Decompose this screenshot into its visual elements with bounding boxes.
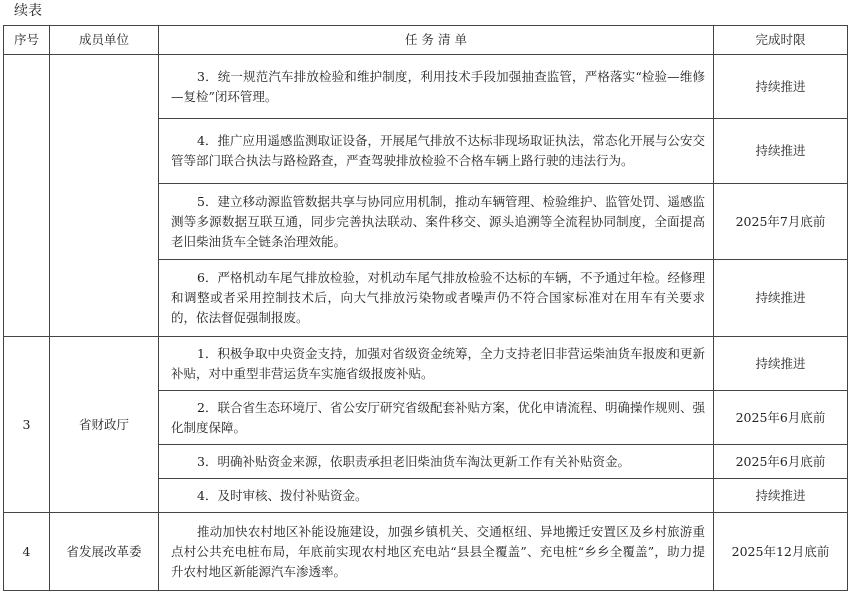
task-cell: 1．积极争取中央资金支持，加强对省级资金统筹，全力支持老旧非营运柴油货车报废和更新补贴，对中重型非营运货车实施省级报废补贴。	[159, 337, 714, 391]
task-cell: 4．及时审核、拨付补贴资金。	[159, 479, 714, 513]
time-cell: 2025年6月底前	[714, 445, 848, 479]
task-cell: 6．严格机动车尾气排放检验，对机动车尾气排放检验不达标的车辆，不予通过年检。经修理和调整或者采用控制技术后，向大气排放污染物或者噪声仍不符合国家标准对在用车有关要求的，依法督促强制报废。	[159, 260, 714, 337]
header-seq: 序号	[4, 26, 50, 55]
task-cell: 2．联合省生态环境厅、省公安厅研究省级配套补贴方案，优化申请流程、明确操作规则、强化制度保障。	[159, 391, 714, 445]
header-task: 任 务 清 单	[159, 26, 714, 55]
table-row	[4, 55, 848, 119]
task-cell: 3．统一规范汽车排放检验和维护制度，利用技术手段加强抽查监管，严格落实“检验—维修—复检”闭环管理。	[159, 55, 714, 119]
unit-cell: 省财政厅	[50, 337, 159, 513]
time-cell: 2025年7月底前	[714, 184, 848, 260]
seq-cell: 4	[4, 513, 50, 591]
task-cell: 推动加快农村地区补能设施建设，加强乡镇机关、交通枢纽、异地搬迁安置区及乡村旅游重点村公共充电桩布局，年底前实现农村地区充电站“县县全覆盖”、充电桩“乡乡全覆盖”，助力提升农村地区新能源汽车渗透率。	[159, 513, 714, 591]
table-caption: 续表	[14, 3, 42, 19]
time-cell: 持续推进	[714, 337, 848, 391]
table-row	[4, 513, 848, 591]
time-cell: 2025年12月底前	[714, 513, 848, 591]
seq-cell	[4, 55, 50, 337]
header-time: 完成时限	[714, 26, 848, 55]
task-cell: 4．推广应用遥感监测取证设备，开展尾气排放不达标非现场取证执法，常态化开展与公安交管等部门联合执法与路检路查，严查驾驶排放检验不合格车辆上路行驶的违法行为。	[159, 119, 714, 184]
unit-cell: 省发展改革委	[50, 513, 159, 591]
time-cell: 持续推进	[714, 119, 848, 184]
table-row	[4, 337, 848, 391]
task-table	[3, 25, 848, 591]
task-cell: 3．明确补贴资金来源，依职责承担老旧柴油货车淘汰更新工作有关补贴资金。	[159, 445, 714, 479]
time-cell: 2025年6月底前	[714, 391, 848, 445]
time-cell: 持续推进	[714, 479, 848, 513]
time-cell: 持续推进	[714, 55, 848, 119]
header-unit: 成员单位	[50, 26, 159, 55]
time-cell: 持续推进	[714, 260, 848, 337]
task-cell: 5．建立移动源监管数据共享与协同应用机制，推动车辆管理、检验维护、监管处罚、遥感监测等多源数据互联互通，同步完善执法联动、案件移交、源头追溯等全流程协同制度，全面提高老旧柴油货车全链条治理效能。	[159, 184, 714, 260]
seq-cell: 3	[4, 337, 50, 513]
unit-cell	[50, 55, 159, 337]
header-row	[4, 26, 848, 55]
